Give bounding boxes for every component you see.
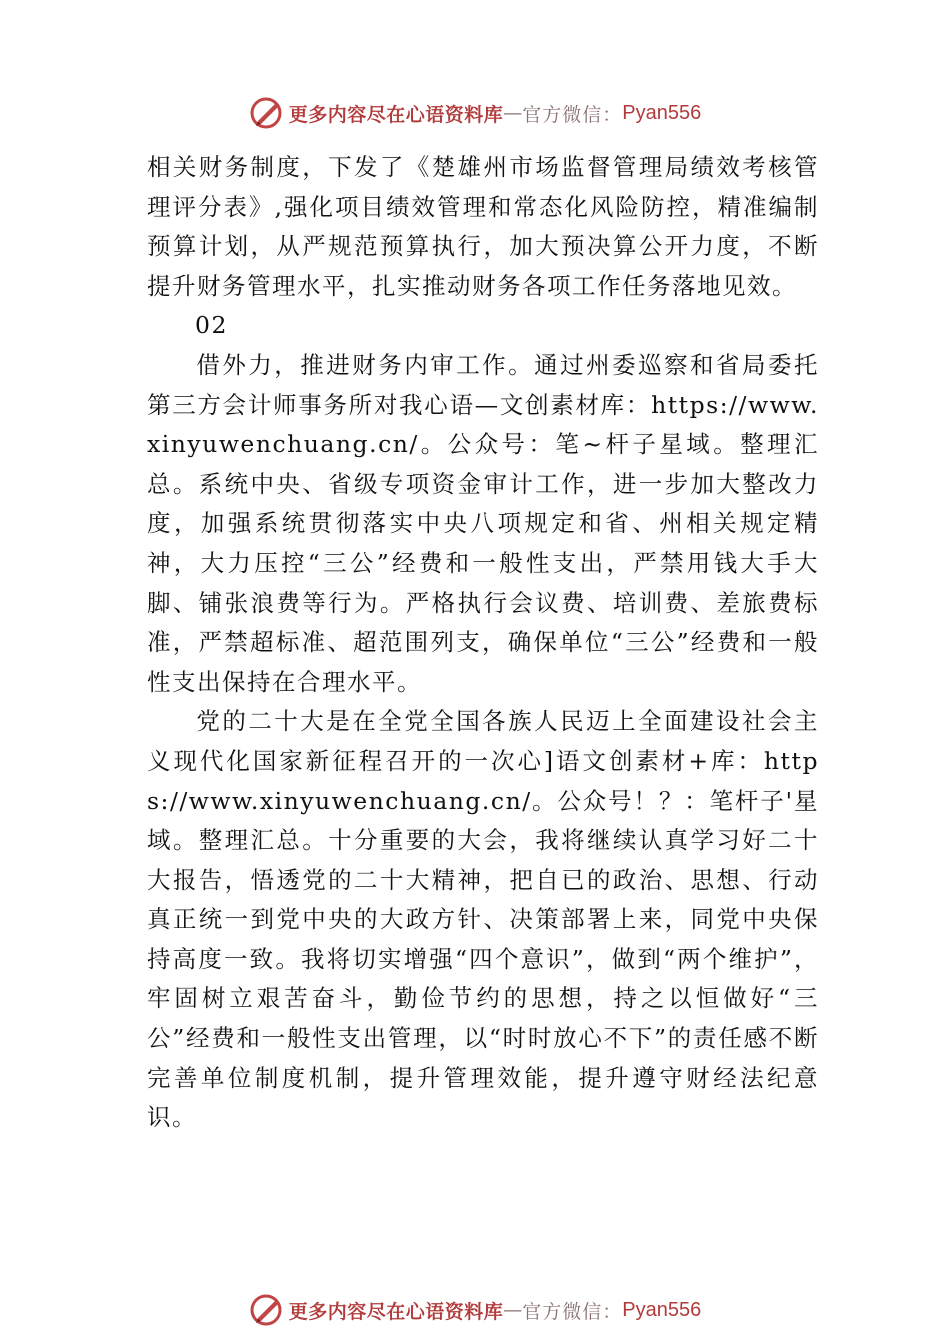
pen-logo-icon [249, 95, 285, 131]
banner-wechat-label: 官方微信： [522, 103, 623, 126]
paragraph-2: 借外力，推进财务内审工作。通过州委巡察和省局委托第三方会计师事务所对我心语—文创素材库：https://www.xinyuwenchuang.cn/。公众号：笔~杆子星域。整理汇总。系统中央、省级专项资金审计工作，进一步加大整改力度，加强系统贯彻落实中央八项规定和省、州相关规定精神，大力压控“三公”经费和一般性支出，严禁用钱大手大脚、铺张浪费等行为。严格执行会议费、培训费、差旅费标准，严禁超标准、超范围列支，确保单位“三公”经费和一般性支出保持在合理水平。 [147, 350, 819, 696]
section-number: 02 [195, 311, 228, 340]
banner-wechat-label: 官方微信： [522, 1300, 623, 1323]
paragraph-3: 党的二十大是在全党全国各族人民迈上全面建设社会主义现代化国家新征程召开的一次心]语文创素材+库：https://www.xinyuwenchuang.cn/。公众号！？：笔杆子'星域。整理汇总。十分重要的大会，我将继续认真学习好二十大报告，悟透党的二十大精神，把自已的政治、思想、行动真正统一到党中央的大政方针、决策部署上来，同党中央保持高度一致。我将切实增强“四个意识”，做到“两个维护”，牢固树立艰苦奋斗，勤俭节约的思想，持之以恒做好“三公”经费和一般性支出管理，以“时时放心不下”的责任感不断完善单位制度机制，提升管理效能，提升遵守财经法纪意识。 [147, 707, 819, 1132]
banner-dash: — [503, 1299, 523, 1321]
document-body [147, 148, 819, 1138]
banner-wechat-id: Pyan556 [622, 1298, 702, 1321]
banner-slogan: 更多内容尽在心语资料库 [288, 103, 504, 126]
banner-slogan: 更多内容尽在心语资料库 [288, 1300, 504, 1323]
banner-dash: — [503, 102, 523, 124]
header-banner [0, 93, 950, 133]
pen-logo-icon [249, 1292, 285, 1328]
paragraph-1: 相关财务制度，下发了《楚雄州市场监督管理局绩效考核管理评分表》,强化项目绩效管理和常态化风险防控，精准编制预算计划，从严规范预算执行，加大预决算公开力度，不断提升财务管理水平，扎实推动财务各项工作任务落地见效。 [147, 153, 819, 300]
banner-wechat-id: Pyan556 [622, 101, 702, 124]
footer-banner [0, 1290, 950, 1330]
